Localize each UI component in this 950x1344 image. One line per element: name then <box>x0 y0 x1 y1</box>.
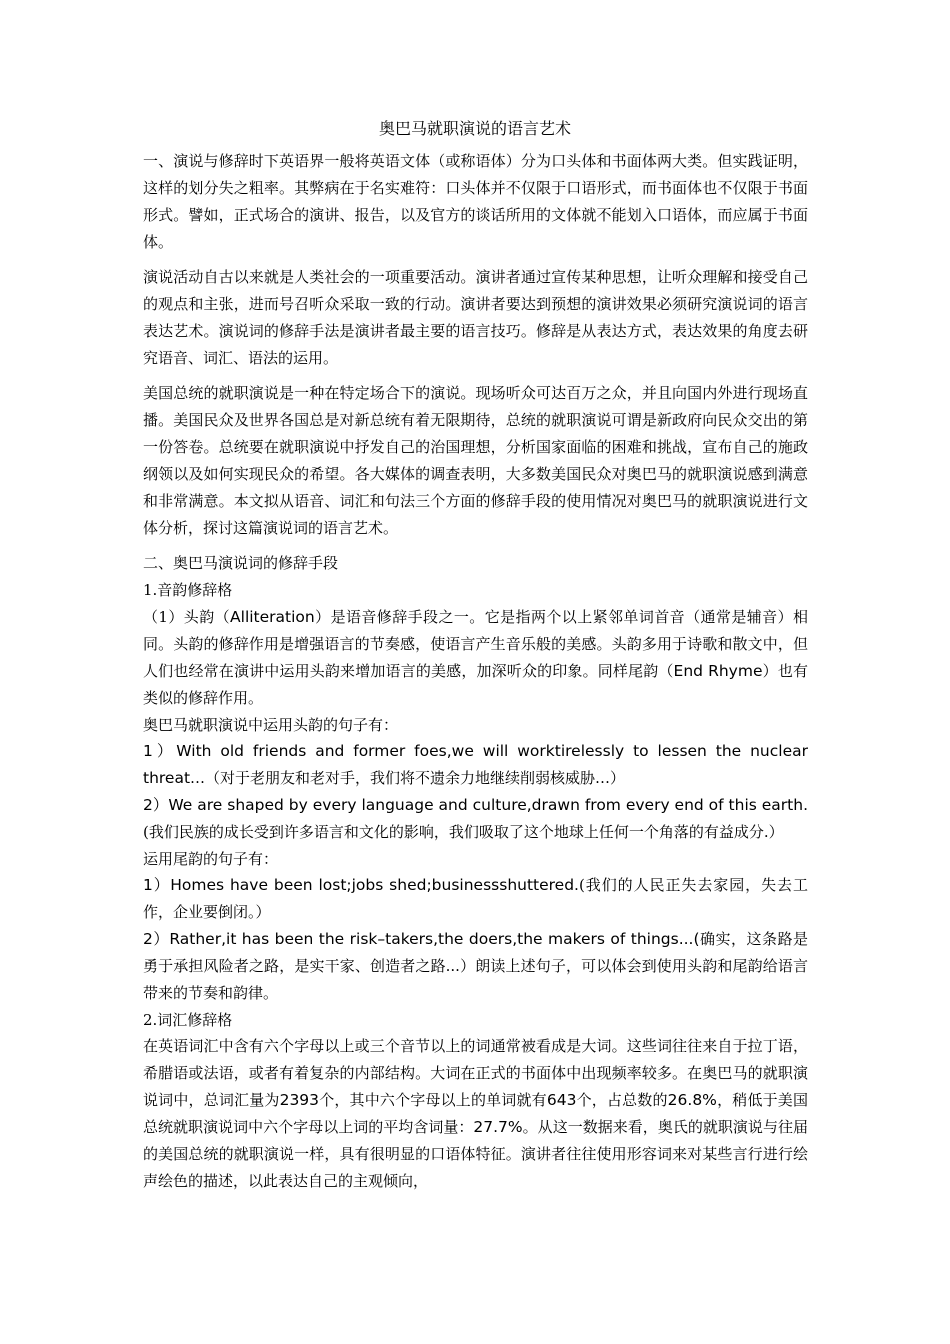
document-body <box>143 148 808 1195</box>
paragraph-lexical-devices: 在英语词汇中含有六个字母以上或三个音节以上的词通常被看成是大词。这些词往往来自于拉丁语，希腊语或法语，或者有着复杂的内部结构。大词在正式的书面体中出现频率较多。在奥巴马的就职演说词中，总词汇量为2393个，其中六个字母以上的单词就有643个，占总数的26.8%，稍低于美国总统就职演说词中六个字母以上词的平均含词量：27.7%。从这一数据来看，奥氏的就职演说与往届的美国总统的就职演说一样，具有很明显的口语体特征。演讲者往往使用形容词来对某些言行进行绘声绘色的描述，以此表达自己的主观倾向， <box>143 1037 808 1190</box>
section-heading-rhetorical-devices: 二、奥巴马演说词的修辞手段 <box>143 554 339 572</box>
paragraph-alliteration: （1）头韵（Alliteration）是语音修辞手段之一。它是指两个以上紧邻单词首音（通常是辅音）相同。头韵的修辞作用是增强语言的节奏感，使语言产生音乐般的美感。头韵多用于诗歌和散文中，但人们也经常在演讲中运用头韵来增加语言的美感，加深听众的印象。同样尾韵（End Rhyme）也有类似的修辞作用。 <box>143 608 808 707</box>
subsection-heading-phonological: 1.音韵修辞格 <box>143 581 233 599</box>
paragraph-speech-activity: 演说活动自古以来就是人类社会的一项重要活动。演讲者通过宣传某种思想，让听众理解和接受自己的观点和主张，进而号召听众采取一致的行动。演讲者要达到预想的演讲效果必须研究演说词的语言表达艺术。演说词的修辞手法是演讲者最主要的语言技巧。修辞是从表达方式，表达效果的角度去研究语音、词汇、语法的运用。 <box>143 268 808 367</box>
example-alliteration-2: 2）We are shaped by every language and culture,drawn from every end of this earth.(我们民族的成长受到许多语言和文化的影响，我们吸取了这个地球上任何一个角落的有益成分.） <box>143 796 808 841</box>
example-alliteration-1: 1）With old friends and former foes,we will worktirelessly to lessen the nuclear threat…（对于老朋友和老对手，我们将不遗余力地继续削弱核威胁…） <box>143 742 808 787</box>
paragraph-inaugural-address: 美国总统的就职演说是一种在特定场合下的演说。现场听众可达百万之众，并且向国内外进行现场直播。美国民众及世界各国总是对新总统有着无限期待，总统的就职演说可谓是新政府向民众交出的第一份答卷。总统要在就职演说中抒发自己的治国理想，分析国家面临的困难和挑战，宣布自己的施政纲领以及如何实现民众的希望。各大媒体的调查表明，大多数美国民众对奥巴马的就职演说感到满意和非常满意。本文拟从语音、词汇和句法三个方面的修辞手段的使用情况对奥巴马的就职演说进行文体分析，探讨这篇演说词的语言艺术。 <box>143 384 808 537</box>
example-end-rhyme-1: 1）Homes have been lost;jobs shed;businessshuttered.(我们的人民正失去家园，失去工作，企业要倒闭。） <box>143 876 809 921</box>
paragraph-speech-and-rhetoric: 一、演说与修辞时下英语界一般将英语文体（或称语体）分为口头体和书面体两大类。但实践证明，这样的划分失之粗率。其弊病在于名实难符：口头体并不仅限于口语形式，而书面体也不仅限于书面形式。譬如，正式场合的演讲、报告，以及官方的谈话所用的文体就不能划入口语体，而应属于书面体。 <box>143 152 808 251</box>
paragraph-end-rhyme-intro: 运用尾韵的句子有： <box>143 850 279 868</box>
subsection-heading-lexical: 2.词汇修辞格 <box>143 1011 233 1029</box>
example-end-rhyme-2: 2）Rather,it has been the risk–takers,the doers,the makers of things...(确实，这条路是勇于承担风险者之路，是实干家、创造者之路...）朗读上述句子，可以体会到使用头韵和尾韵给语言带来的节奏和韵律。 <box>143 930 808 1002</box>
paragraph-alliteration-intro: 奥巴马就职演说中运用头韵的句子有： <box>143 716 399 734</box>
document-title: 奥巴马就职演说的语言艺术 <box>378 119 571 138</box>
